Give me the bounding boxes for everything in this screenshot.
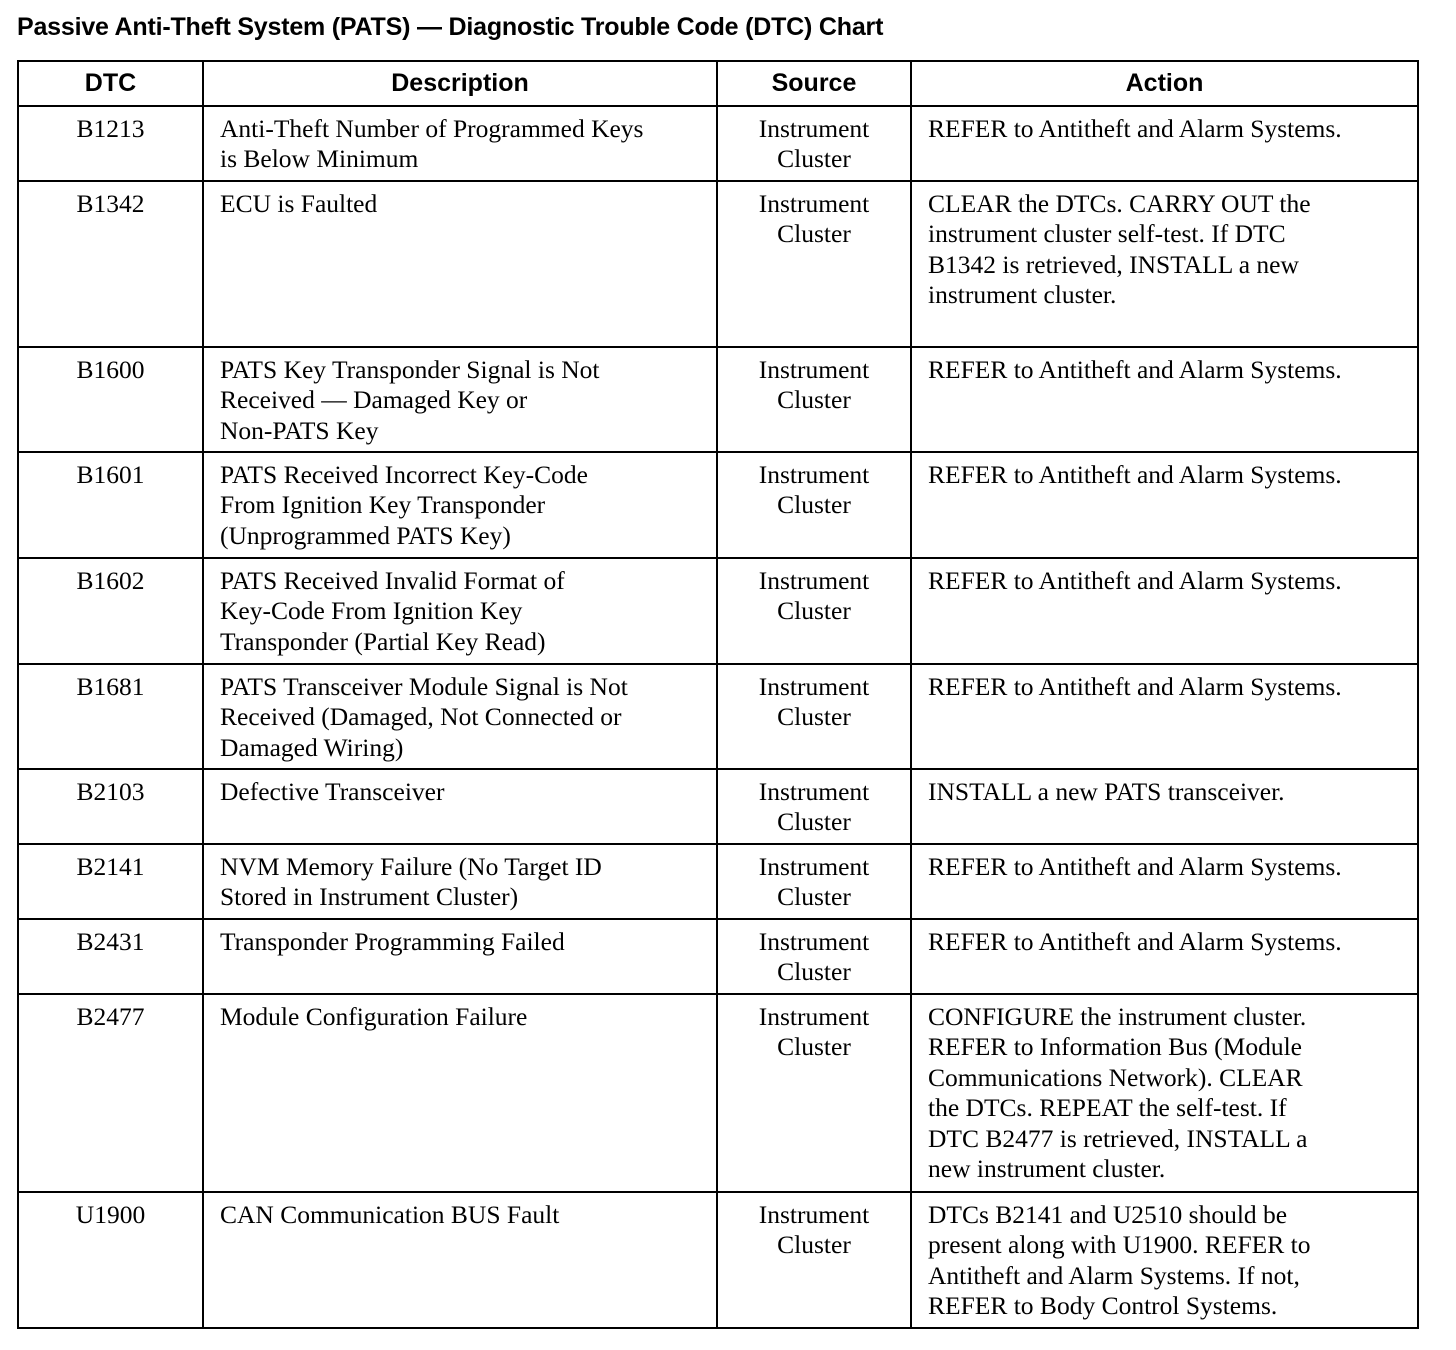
table-row	[18, 994, 1418, 1192]
source-cell: Instrument Cluster	[717, 994, 911, 1192]
source-cell: Instrument Cluster	[717, 919, 911, 994]
description-cell: Module Configuration Failure	[203, 994, 717, 1192]
header-source: Source	[717, 61, 911, 106]
action-cell: REFER to Antitheft and Alarm Systems.	[911, 558, 1418, 664]
description-cell: NVM Memory Failure (No Target ID Stored in Instrument Cluster)	[203, 844, 717, 919]
action-cell: REFER to Antitheft and Alarm Systems.	[911, 664, 1418, 769]
table-row	[18, 181, 1418, 347]
dtc-table	[17, 60, 1419, 1329]
action-cell: INSTALL a new PATS transceiver.	[911, 769, 1418, 844]
table-row	[18, 769, 1418, 844]
action-cell: CONFIGURE the instrument cluster. REFER to Information Bus (Module Communications Network). CLEAR the DTCs. REPEAT the self-test. If DTC B2477 is retrieved, INSTALL a new instrument cluster.	[911, 994, 1418, 1192]
dtc-cell: B1602	[18, 558, 203, 664]
action-cell: REFER to Antitheft and Alarm Systems.	[911, 347, 1418, 452]
table-row	[18, 452, 1418, 558]
description-cell: PATS Received Invalid Format of Key-Code From Ignition Key Transponder (Partial Key Read)	[203, 558, 717, 664]
dtc-cell: B1681	[18, 664, 203, 769]
description-cell: PATS Transceiver Module Signal is Not Received (Damaged, Not Connected or Damaged Wiring)	[203, 664, 717, 769]
description-cell: Defective Transceiver	[203, 769, 717, 844]
table-row	[18, 919, 1418, 994]
description-cell: Anti-Theft Number of Programmed Keys is Below Minimum	[203, 106, 717, 181]
table-row	[18, 347, 1418, 452]
source-cell: Instrument Cluster	[717, 558, 911, 664]
header-description: Description	[203, 61, 717, 106]
table-header-row	[18, 61, 1418, 106]
description-cell: PATS Received Incorrect Key-Code From Ignition Key Transponder (Unprogrammed PATS Key)	[203, 452, 717, 558]
dtc-cell: B1342	[18, 181, 203, 347]
description-cell: CAN Communication BUS Fault	[203, 1192, 717, 1328]
table-row	[18, 558, 1418, 664]
table-row	[18, 844, 1418, 919]
table-row	[18, 106, 1418, 181]
source-cell: Instrument Cluster	[717, 181, 911, 347]
dtc-cell: B2477	[18, 994, 203, 1192]
dtc-cell: B1213	[18, 106, 203, 181]
source-cell: Instrument Cluster	[717, 664, 911, 769]
page-title: Passive Anti-Theft System (PATS) — Diagnostic Trouble Code (DTC) Chart	[17, 13, 884, 41]
dtc-cell: B2103	[18, 769, 203, 844]
dtc-cell: B2431	[18, 919, 203, 994]
source-cell: Instrument Cluster	[717, 347, 911, 452]
header-action: Action	[911, 61, 1418, 106]
action-cell: REFER to Antitheft and Alarm Systems.	[911, 844, 1418, 919]
source-cell: Instrument Cluster	[717, 452, 911, 558]
table-row	[18, 1192, 1418, 1328]
source-cell: Instrument Cluster	[717, 1192, 911, 1328]
action-cell: DTCs B2141 and U2510 should be present along with U1900. REFER to Antitheft and Alarm Systems. If not, REFER to Body Control Systems.	[911, 1192, 1418, 1328]
table-row	[18, 664, 1418, 769]
action-cell: REFER to Antitheft and Alarm Systems.	[911, 919, 1418, 994]
dtc-cell: B2141	[18, 844, 203, 919]
description-cell: Transponder Programming Failed	[203, 919, 717, 994]
action-cell: REFER to Antitheft and Alarm Systems.	[911, 452, 1418, 558]
action-cell: CLEAR the DTCs. CARRY OUT the instrument cluster self-test. If DTC B1342 is retrieved, INSTALL a new instrument cluster.	[911, 181, 1418, 347]
source-cell: Instrument Cluster	[717, 106, 911, 181]
dtc-cell: B1601	[18, 452, 203, 558]
description-cell: PATS Key Transponder Signal is Not Received — Damaged Key or Non-PATS Key	[203, 347, 717, 452]
description-cell: ECU is Faulted	[203, 181, 717, 347]
action-cell: REFER to Antitheft and Alarm Systems.	[911, 106, 1418, 181]
dtc-cell: U1900	[18, 1192, 203, 1328]
source-cell: Instrument Cluster	[717, 844, 911, 919]
source-cell: Instrument Cluster	[717, 769, 911, 844]
dtc-cell: B1600	[18, 347, 203, 452]
header-dtc: DTC	[18, 61, 203, 106]
